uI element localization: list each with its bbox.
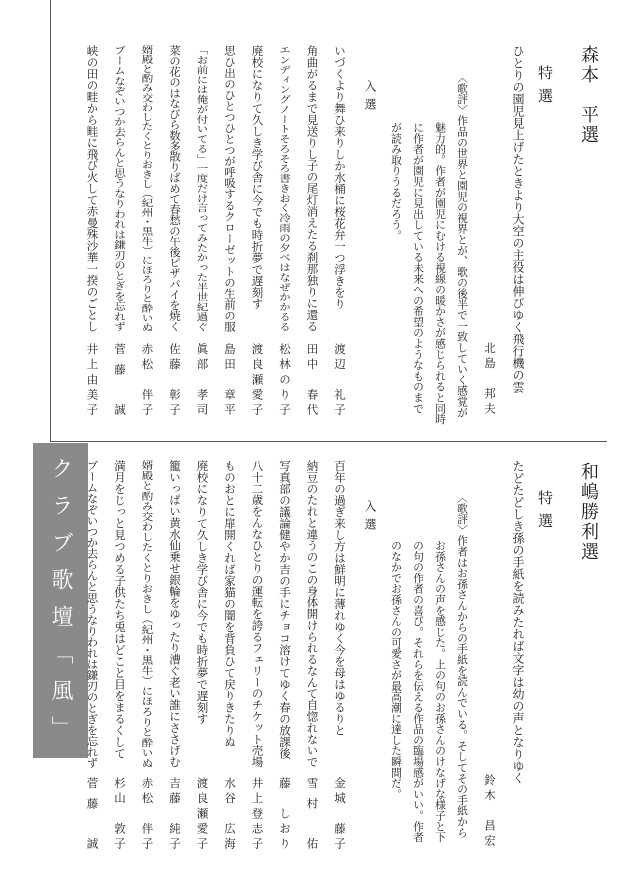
nyusen-label: 入選 [363,500,377,536]
nyusen-author: 菅藤 誠 [113,343,127,424]
nyusen-author: 雪村 佑 [305,777,320,858]
nyusen-poem: 思ひ出のひとつひとつが呼吸するクローゼットの生前の服 [223,45,237,333]
nyusen-author: 菅藤 誠 [85,777,100,858]
tokusen-label: 特選 [536,65,554,111]
nyusen-author: 田中 春代 [305,343,320,419]
nyusen-author: 渡辺 礼子 [333,343,347,419]
nyusen-poem: エンディングノートそろそろ書きおく冷雨の夕べはなぜかかるる [278,45,292,332]
review-line: 〈歌評〉作品の世界と園児の視界とが、歌の後半で一致していく感覚が [456,72,469,418]
nyusen-label: 入選 [363,80,377,116]
nyusen-author: 吉藤 純子 [168,777,182,853]
nyusen-author: 赤松 伴子 [140,777,155,853]
nyusen-poem: 峡の田の畦から畦に飛び火して赤曼殊沙華一揆のごとし [85,45,100,332]
review-line: の句の作者の喜び。それらを伝える作品の臨場感がいい。作者 [412,540,425,843]
nyusen-author: 島田 章平 [223,343,237,419]
review-line: お孫さんの声を感じた。上の句のお孫さんのけなげな様子と下 [434,540,447,843]
nyusen-poem: 八十二歳をんなひとりの運転を誇るフェリーのチケット売場 [250,460,265,768]
nyusen-author: 井上登志子 [250,777,265,853]
nyusen-author: 佐藤 彰子 [168,343,182,419]
section-divider [50,441,607,442]
review-line: 〈歌評〉作者はお孫さんからの手紙を読んでいる。そしてその手紙から [456,492,469,838]
nyusen-author: 渡良瀬愛子 [195,777,210,853]
nyusen-author: 水谷 広海 [223,777,237,853]
nyusen-poem: 納豆のたれと違うのこの身体開けられるなんて自惚れないで [305,460,320,768]
nyusen-poem: いづくより舞ひ来りしか水桶に桜花弁一つ浮きをり [333,45,347,310]
nyusen-poem: 写真部の議論健やか吉の手にチョコ溶けてゆく春の放課後 [278,460,292,759]
column-title: クラブ歌壇「風」 [48,457,73,753]
review-line: が読み取りうるだろう。 [390,122,403,241]
nyusen-poem: ものおとに扉開くれば家猫の闇を背負ひて戻りきたりぬ [223,460,237,748]
nyusen-poem: 満月をじっと見つめる子供たち兎はどこと目をまるくして [113,460,127,759]
review-line: のなかでお孫さんの可愛さが最高潮に達した瞬間だ。 [390,540,403,800]
nyusen-poem: 百年の過ぎ来し方は鮮明に薄れゆく今を母はゆるりと [333,460,347,736]
review-line: 魅力的。作者が園児にむける視線の暖かさが感じられると同時 [434,122,447,425]
nyusen-author: 松林のり子 [278,343,292,419]
nyusen-poem: 廃校になりて久しき学び舎に今でも時折夢で遅刻す [250,45,265,310]
nyusen-author: 杉山 敦子 [113,777,127,853]
tokusen-poem: ひとりの園児見上げたときより大空の主役は伸びゆく飛行機の雲 [511,45,525,393]
judge-name: 和嶋勝利選 [578,462,599,562]
vertical-rule [50,0,51,441]
tokusen-label: 特選 [536,490,554,536]
nyusen-poem: 婿殿と酌み交わしたくとりおきし（紀州・黒牛）にほろりと酔いぬ [140,45,155,333]
tokusen-author: 北島 邦夫 [483,342,497,418]
nyusen-poem: ブームなぞいつか去らんと思うなりわれは鎌刃のとぎを忘れず [113,45,127,332]
nyusen-author: 井上由美子 [85,343,100,419]
nyusen-author: 藤 しおり [278,777,292,853]
nyusen-poem: 菜の花のはなびら数多散りばめて春愁の午後ピザパイを焼く [168,45,182,332]
nyusen-author: 金城 藤子 [333,777,347,853]
column-title-badge [33,443,88,758]
nyusen-author: 渡良瀬愛子 [250,343,265,419]
nyusen-poem: 籠いっぱい黄水仙乗せ銀輪をゆったり漕ぐ老い誰にささげむ [168,460,182,768]
nyusen-author: 赤松 伴子 [140,343,155,419]
judge-name: 森本 平選 [578,45,599,145]
tokusen-poem: たどたどしき孫の手紙を読みたれば文字は幼の声となりゆく [511,460,525,784]
nyusen-poem: 婿殿と酌み交わしたくとりおきし（紀州・黒牛）にほろりと酔いぬ [140,460,155,769]
nyusen-author: 眞部 孝司 [195,343,210,419]
nyusen-poem: 「お前には俺が付いてる」一度だけ言ってみたかった半世紀過ぐ [195,45,210,332]
nyusen-poem: ブームなぞいつか去らんと思うなりわれは鎌刃のとぎを忘れず [85,460,100,769]
review-line: に作者が園児に見出している未来への希望のようなものまで [412,122,425,414]
nyusen-poem: 廃校になりて久しき学び舎に今でも時折夢で遅刻す [195,460,210,725]
nyusen-poem: 角曲がるまで見送りし子の尾灯消えたる刹那独りに還る [305,45,320,332]
tokusen-author: 鈴木 昌宏 [483,774,497,850]
